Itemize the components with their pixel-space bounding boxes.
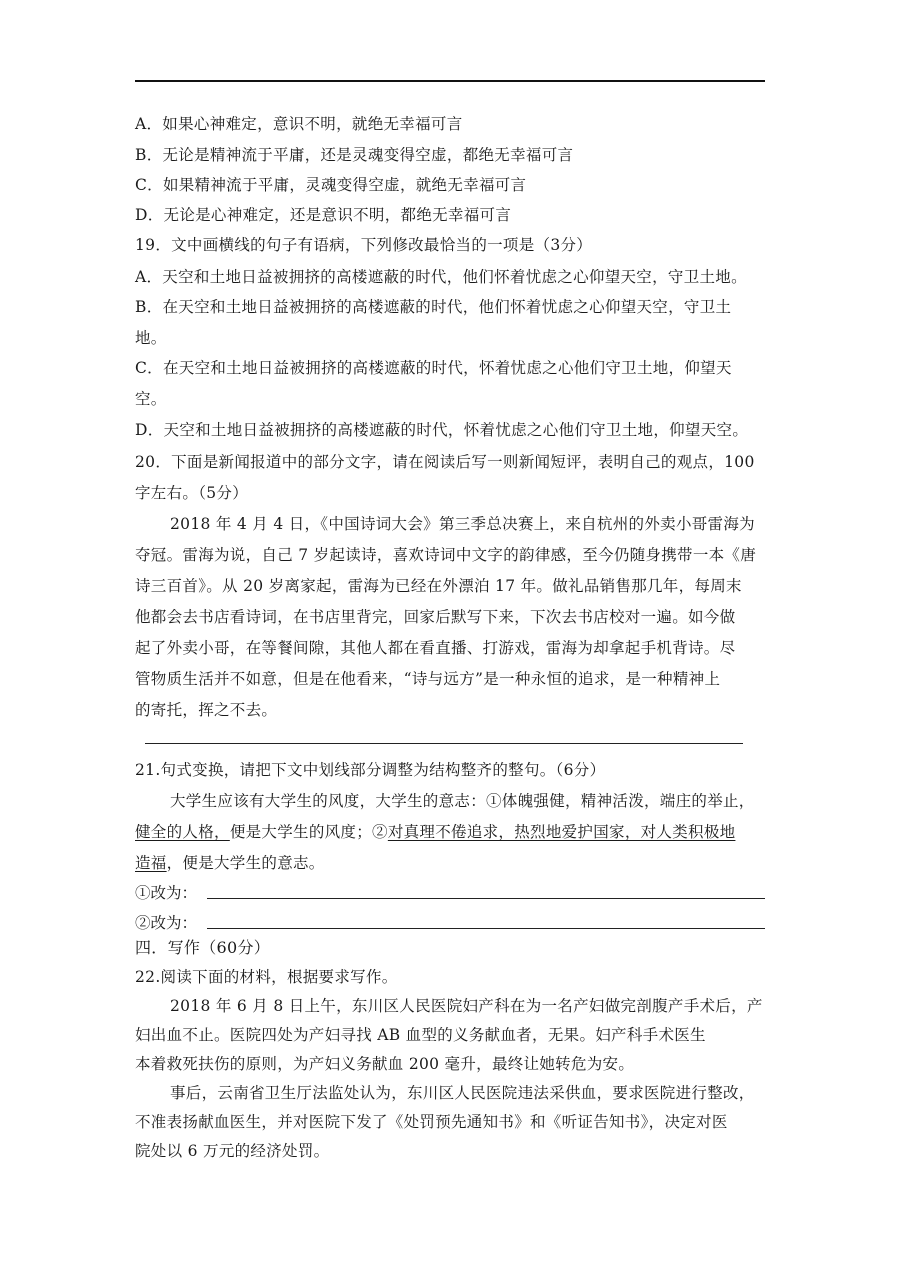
q21-passage-line2 — [135, 822, 735, 842]
q19-option-a: A．天空和土地日益被拥挤的高楼遮蔽的时代，他们怀着忧虑之心仰望天空，守卫土地。 — [135, 268, 747, 286]
q19-option-b-line1: B．在天空和土地日益被拥挤的高楼遮蔽的时代，他们怀着忧虑之心仰望天空，守卫土 — [135, 298, 732, 316]
underlined-phrase: 造福 — [135, 854, 167, 872]
q21-passage-line3 — [135, 853, 325, 873]
q18-option-a: A．如果心神难定，意识不明，就绝无幸福可言 — [135, 115, 463, 133]
q22-material-line: 2018 年 6 月 8 日上午，东川区人民医院妇产科在为一名产妇做完剖腹产手术后，产 — [170, 997, 763, 1015]
q22-material-line: 事后，云南省卫生厅法监处认为，东川区人民医院违法采供血，要求医院进行整改， — [170, 1084, 755, 1102]
q20-passage-line: 夺冠。雷海为说，自己 7 岁起读诗，喜欢诗词中文字的韵律感，至今仍随身携带一本《唐 — [135, 546, 757, 564]
answer-label-2: ②改为： — [135, 914, 198, 932]
q19-option-d: D．天空和土地日益被拥挤的高楼遮蔽的时代，怀着忧虑之心他们守卫土地，仰望天空。 — [135, 421, 749, 439]
q20-passage-line: 起了外卖小哥，在等餐间隙，其他人都在看直播、打游戏，雷海为却拿起手机背诗。尽 — [135, 639, 736, 657]
q20-passage-line: 管物质生活并不如意，但是在他看来，“诗与远方”是一种永恒的追求，是一种精神上 — [135, 670, 721, 688]
q18-option-c: C．如果精神流于平庸，灵魂变得空虚，就绝无幸福可言 — [135, 176, 527, 194]
answer-blank-line[interactable] — [145, 743, 743, 744]
q20-stem-line1: 20．下面是新闻报道中的部分文字，请在阅读后写一则新闻短评，表明自己的观点，100 — [135, 453, 755, 471]
q22-material-line: 院处以 6 万元的经济处罚。 — [135, 1142, 330, 1160]
underlined-phrase: 健全的人格， — [135, 823, 230, 841]
q21-passage-line1: 大学生应该有大学生的风度，大学生的意志：①体魄强健，精神活泼，端庄的举止， — [170, 792, 755, 810]
q20-passage-line: 2018 年 4 月 4 日，《中国诗词大会》第三季总决赛上，来自杭州的外卖小哥雷海为 — [170, 515, 755, 533]
q20-passage-line: 他都会去书店看诗词，在书店里背完，回家后默写下来，下次去书店校对一遍。如今做 — [135, 608, 736, 626]
q18-option-d: D．无论是心神难定，还是意识不明，都绝无幸福可言 — [135, 206, 512, 224]
q20-stem-line2: 字左右。（5分） — [135, 484, 249, 502]
q21-stem: 21.句式变换，请把下文中划线部分调整为结构整齐的整句。（6分） — [135, 761, 606, 779]
answer-line-1[interactable] — [207, 898, 765, 899]
q19-stem: 19．文中画横线的句子有语病，下列修改最恰当的一项是（3分） — [135, 236, 593, 254]
q19-option-b-line2: 地。 — [135, 329, 167, 347]
top-rule — [135, 80, 765, 82]
answer-label-1: ①改为： — [135, 884, 198, 902]
passage-text: 便是大学生的风度；② — [229, 823, 388, 841]
q22-material-line: 妇出血不止。医院四处为产妇寻找 AB 血型的义务献血者，无果。妇产科手术医生 — [135, 1026, 706, 1044]
answer-line-2[interactable] — [207, 928, 765, 929]
q20-passage-line: 诗三百首》。从 20 岁离家起，雷海为已经在外漂泊 17 年。做礼品销售那几年，每周末 — [135, 577, 742, 595]
q20-passage-line: 的寄托，挥之不去。 — [135, 701, 278, 719]
q22-material-line: 不准表扬献血医生，并对医院下发了《处罚预先通知书》和《听证告知书》，决定对医 — [135, 1113, 728, 1131]
q19-option-c-line2: 空。 — [135, 390, 167, 408]
q22-stem: 22.阅读下面的材料，根据要求写作。 — [135, 968, 398, 986]
q22-material-line: 本着救死扶伤的原则，为产妇义务献血 200 毫升，最终让她转危为安。 — [135, 1055, 635, 1073]
section-title: 四．写作（60分） — [135, 938, 271, 957]
q19-option-c-line1: C．在天空和土地日益被拥挤的高楼遮蔽的时代，怀着忧虑之心他们守卫土地，仰望天 — [135, 359, 732, 377]
underlined-phrase: 对真理不倦追求，热烈地爱护国家，对人类积极地 — [387, 823, 736, 841]
passage-text: ，便是大学生的意志。 — [166, 854, 325, 872]
q18-option-b: B．无论是精神流于平庸，还是灵魂变得空虚，都绝无幸福可言 — [135, 146, 574, 164]
